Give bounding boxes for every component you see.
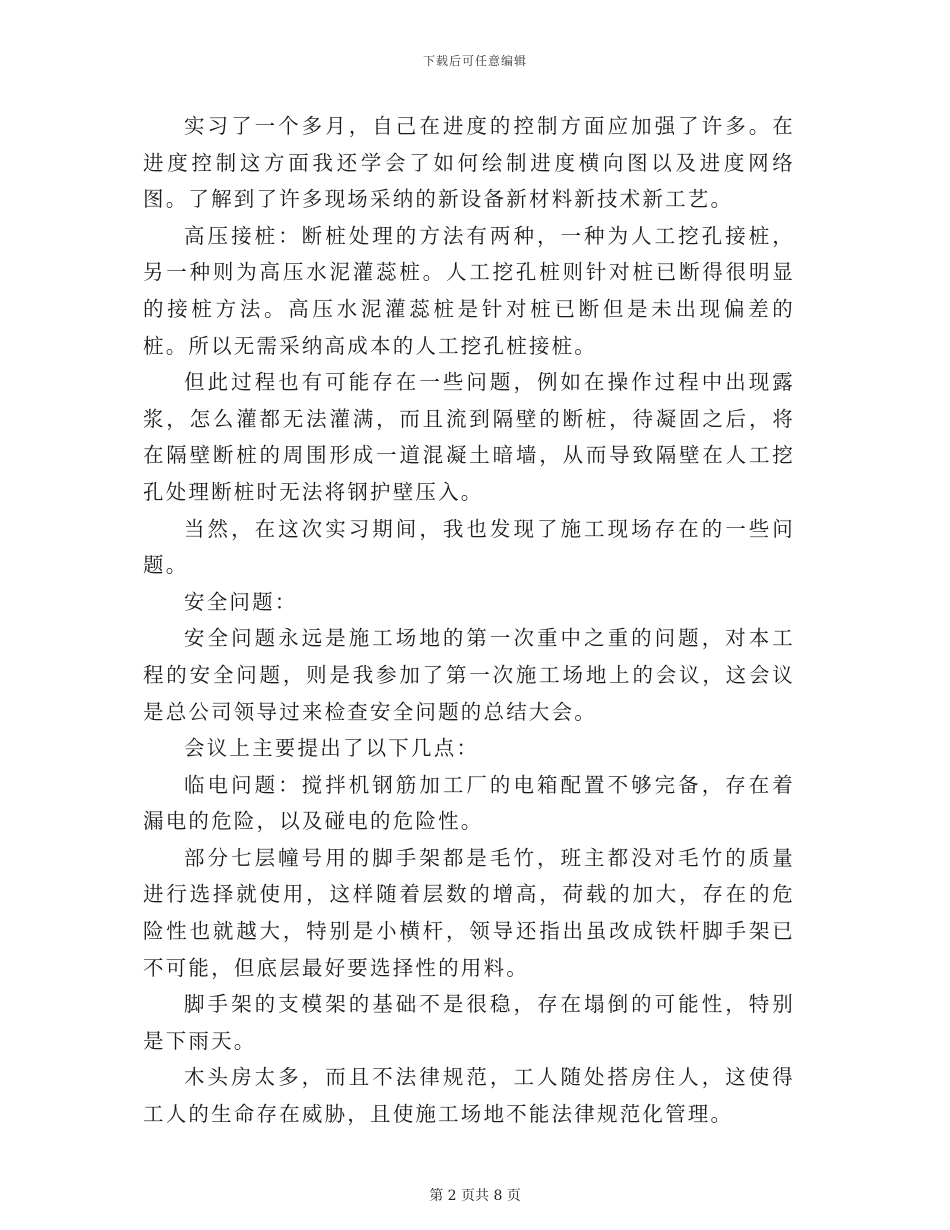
page-footer	[0, 1185, 950, 1205]
paragraph: 实习了一个多月，自己在进度的控制方面应加强了许多。在进度控制这方面我还学会了如何绘制进度横向图以及进度网络图。了解到了许多现场采纳的新设备新材料新技术新工艺。	[143, 114, 795, 212]
paragraph: 高压接桩：断桩处理的方法有两种，一种为人工挖孔接桩，另一种则为高压水泥灌蕊桩。人工挖孔桩则针对桩已断得很明显的接桩方法。高压水泥灌蕊桩是针对桩已断但是未出现偏差的桩。所以无需采纳高成本的人工挖孔桩接桩。	[143, 223, 795, 358]
paragraph: 但此过程也有可能存在一些问题，例如在操作过程中出现露浆，怎么灌都无法灌满，而且流到隔壁的断桩，待凝固之后，将在隔壁断桩的周围形成一道混凝土暗墙，从而导致隔壁在人工挖孔处理断桩时无法将钢护壁压入。	[143, 370, 795, 504]
header-note: 下载后可任意编辑	[422, 54, 527, 68]
paragraph: 脚手架的支模架的基础不是很稳，存在塌倒的可能性，特别是下雨天。	[143, 992, 795, 1053]
paragraph: 木头房太多，而且不法律规范，工人随处搭房住人，这使得工人的生命存在威胁，且使施工场地不能法律规范化管理。	[143, 1065, 795, 1127]
document-body	[143, 108, 795, 1133]
paragraph: 会议上主要提出了以下几点：	[184, 736, 480, 761]
paragraph: 安全问题：	[184, 589, 298, 614]
paragraph: 当然，在这次实习期间，我也发现了施工现场存在的一些问题。	[143, 516, 795, 578]
paragraph: 部分七层幢号用的脚手架都是毛竹，班主都没对毛竹的质量进行选择就使用，这样随着层数的增高，荷载的加大，存在的危险性也就越大，特别是小横杆，领导还指出虽改成铁杆脚手架已不可能，但底层最好要选择性的用料。	[143, 845, 795, 980]
page-number-label: 第 2 页共 8 页	[429, 1188, 521, 1204]
paragraph: 安全问题永远是施工场地的第一次重中之重的问题，对本工程的安全问题，则是我参加了第一次施工场地上的会议，这会议是总公司领导过来检查安全问题的总结大会。	[143, 626, 795, 724]
paragraph: 临电问题：搅拌机钢筋加工厂的电箱配置不够完备，存在着漏电的危险，以及碰电的危险性。	[143, 772, 795, 834]
